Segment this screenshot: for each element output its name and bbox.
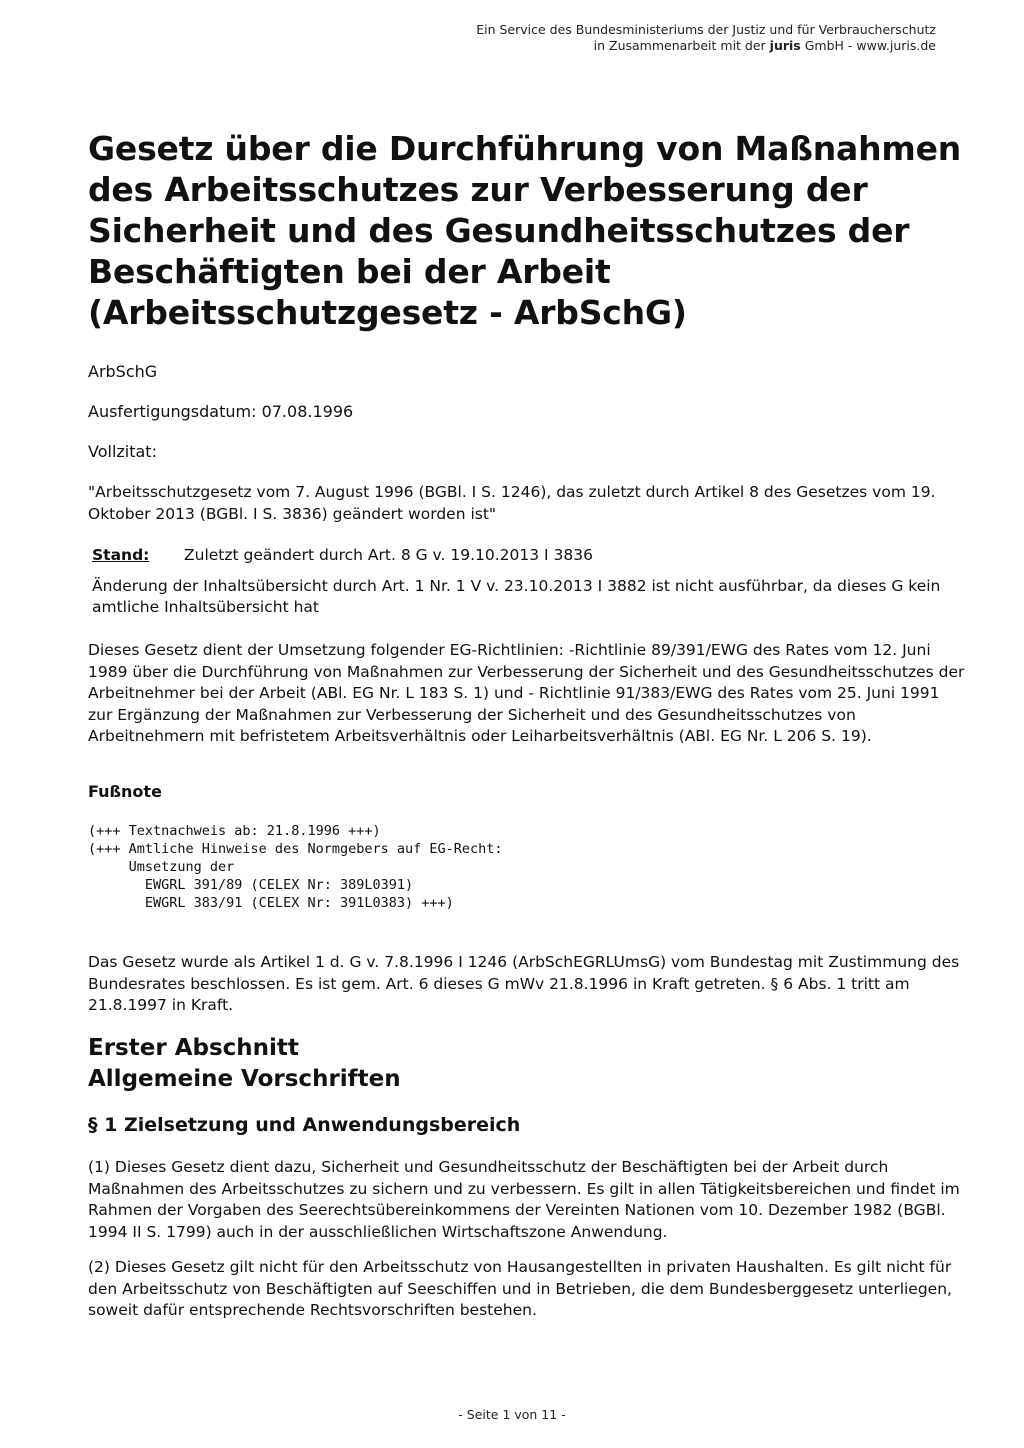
stand-row <box>92 545 593 566</box>
stand-label: Stand: <box>92 546 150 564</box>
section-heading-line-2: Allgemeine Vorschriften <box>88 1066 401 1092</box>
eg-directives-text: Dieses Gesetz dient der Umsetzung folgender EG-Richtlinien: -Richtlinie 89/391/EWG des Rates vom 12. Juni 1989 über die Durchführung von Maßnahmen zur Verbesserung der Sicherheit und des Gesundheitsschutzes der Arbeitnehmer bei der Arbeit (ABl. EG Nr. L 183 S. 1) und - Richtlinie 91/383/EWG des Rates vom 25. Juni 1991 zur Ergänzung der Maßnahmen zur Verbesserung der Sicherheit und des Gesundheitsschutzes von Arbeitnehmern mit befristetem Arbeitsverhältnis oder Leiharbeitsverhältnis (ABl. EG Nr. L 206 S. 19). <box>88 641 965 745</box>
section-heading-line-1: Erster Abschnitt <box>88 1035 299 1061</box>
paragraph-heading: § 1 Zielsetzung und Anwendungsbereich <box>88 1114 521 1136</box>
service-line-2 <box>476 38 936 54</box>
service-line-2-suffix: GmbH - www.juris.de <box>800 38 936 53</box>
paragraph-1: (1) Dieses Gesetz dient dazu, Sicherheit und Gesundheitsschutz der Beschäftigten bei der Arbeit durch Maßnahmen des Arbeitsschutzes zu sichern und zu verbessern. Es gilt in allen Tätigkeitsbereichen und findet im Rahmen der Vorgaben des Seerechtsübereinkommens der Vereinten Nationen vom 10. Dezember 1982 (BGBl. 1994 II S. 1799) auch in der ausschließlichen Wirtschaftszone Anwendung. <box>88 1158 960 1241</box>
section-heading <box>88 1033 401 1095</box>
juris-brand: juris <box>769 38 801 53</box>
footnote-heading: Fußnote <box>88 782 162 801</box>
stand-note: Änderung der Inhaltsübersicht durch Art. 1 Nr. 1 V v. 23.10.2013 I 3882 ist nicht ausführbar, da dieses G kein amtliche Inhaltsübersicht hat <box>92 577 941 616</box>
vollzitat-label: Vollzitat: <box>88 442 157 461</box>
service-line-1: Ein Service des Bundesministeriums der Justiz und für Verbraucherschutz <box>476 22 936 37</box>
vollzitat-text: "Arbeitsschutzgesetz vom 7. August 1996 (BGBl. I S. 1246), das zuletzt durch Artikel 8 des Gesetzes vom 19. Oktober 2013 (BGBl. I S. 3836) geändert worden ist" <box>88 483 936 523</box>
stand-text: Zuletzt geändert durch Art. 8 G v. 19.10.2013 I 3836 <box>184 546 593 564</box>
date-line: Ausfertigungsdatum: 07.08.1996 <box>88 402 354 421</box>
service-line-2-prefix: in Zusammenarbeit mit der <box>593 38 770 53</box>
footnote-code: (+++ Textnachweis ab: 21.8.1996 +++) (+++ Amtliche Hinweise des Normgebers auf EG-Recht: Umsetzung der EWGRL 391/89 (CELEX Nr: 389L0391) EWGRL 383/91 (CELEX Nr: 391L0383) +++) <box>88 823 503 911</box>
service-header <box>476 22 936 54</box>
short-title: ArbSchG <box>88 362 158 381</box>
paragraph-2: (2) Dieses Gesetz gilt nicht für den Arbeitsschutz von Hausangestellten in privaten Haushalten. Es gilt nicht für den Arbeitsschutz von Beschäftigten auf Seeschiffen und in Betrieben, die dem Bundesberggesetz unterliegen, soweit dafür entsprechende Rechtsvorschriften bestehen. <box>88 1258 952 1319</box>
enactment-text: Das Gesetz wurde als Artikel 1 d. G v. 7.8.1996 I 1246 (ArbSchEGRLUmsG) vom Bundestag mit Zustimmung des Bundesrates beschlossen. Es ist gem. Art. 6 dieses G mWv 21.8.1996 in Kraft getreten. § 6 Abs. 1 tritt am 21.8.1997 in Kraft. <box>88 953 960 1014</box>
law-title: Gesetz über die Durchführung von Maßnahmen des Arbeitsschutzes zur Verbesserung der Sicherheit und des Gesundheitsschutzes der Beschäftigten bei der Arbeit (Arbeitsschutzgesetz - ArbSchG) <box>88 129 962 332</box>
page-indicator: - Seite 1 von 11 - <box>458 1407 566 1422</box>
